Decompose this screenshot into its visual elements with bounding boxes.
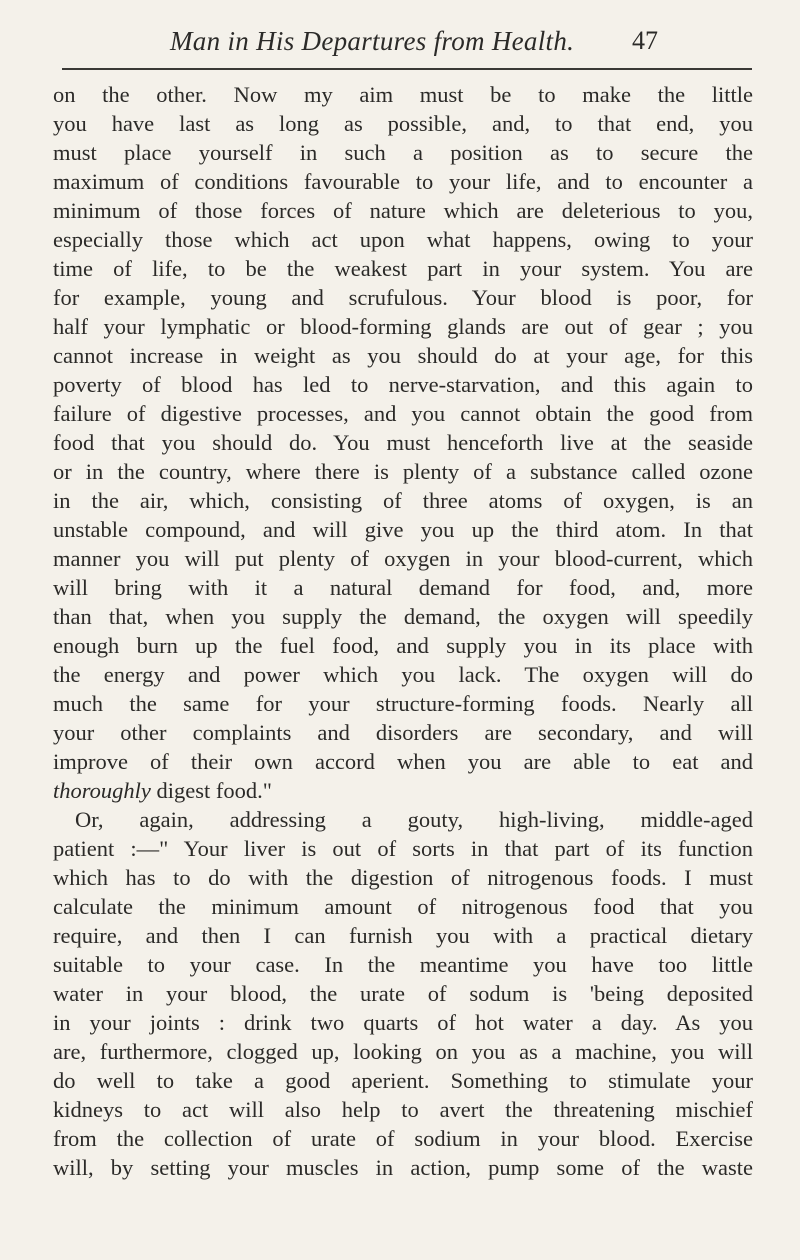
- text-line: unstable compound, and will give you up the third atom. In that: [53, 517, 753, 542]
- text-line: the energy and power which you lack. The oxygen will do: [53, 662, 753, 687]
- text-line: or in the country, where there is plenty of a substance called ozone: [53, 459, 753, 484]
- text-line: especially those which act upon what happens, owing to your: [53, 227, 753, 252]
- running-head: [0, 22, 800, 62]
- text-line: water in your blood, the urate of sodum is 'being deposited: [53, 981, 753, 1006]
- text-line: you have last as long as possible, and, to that end, you: [53, 111, 753, 136]
- text-line: poverty of blood has led to nerve-starvation, and this again to: [53, 372, 753, 397]
- running-head-title: Man in His Departures from Health.: [170, 26, 575, 56]
- text-line: in your joints : drink two quarts of hot water a day. As you: [53, 1010, 753, 1035]
- text-line: manner you will put plenty of oxygen in your blood-current, which: [53, 546, 753, 571]
- text-line: patient :—" Your liver is out of sorts in that part of its function: [53, 836, 753, 861]
- page-number: 47: [632, 26, 658, 55]
- text-line: improve of their own accord when you are able to eat and: [53, 749, 753, 774]
- text-line: your other complaints and disorders are secondary, and will: [53, 720, 753, 745]
- text-line: half your lymphatic or blood-forming glands are out of gear ; you: [53, 314, 753, 339]
- text-line: for example, young and scrufulous. Your blood is poor, for: [53, 285, 753, 310]
- text-line: in the air, which, consisting of three atoms of oxygen, is an: [53, 488, 753, 513]
- text-line: failure of digestive processes, and you cannot obtain the good from: [53, 401, 753, 426]
- text-line: must place yourself in such a position as to secure the: [53, 140, 753, 165]
- italic-word: thoroughly: [53, 778, 151, 803]
- text-line: much the same for your structure-forming foods. Nearly all: [53, 691, 753, 716]
- text-line: from the collection of urate of sodium in your blood. Exercise: [53, 1126, 753, 1151]
- text-line: will, by setting your muscles in action, pump some of the waste: [53, 1155, 753, 1180]
- text-line: calculate the minimum amount of nitrogenous food that you: [53, 894, 753, 919]
- text-line: Or, again, addressing a gouty, high-living, middle-aged: [75, 807, 753, 832]
- text-line: are, furthermore, clogged up, looking on you as a machine, you will: [53, 1039, 753, 1064]
- body-text: [53, 80, 753, 1182]
- text-line: require, and then I can furnish you with a practical dietary: [53, 923, 753, 948]
- text-line: than that, when you supply the demand, the oxygen will speedily: [53, 604, 753, 629]
- text-line: on the other. Now my aim must be to make the little: [53, 82, 753, 107]
- header-rule: [62, 68, 752, 70]
- text-line: will bring with it a natural demand for food, and, more: [53, 575, 753, 600]
- text-line: kidneys to act will also help to avert the threatening mischief: [53, 1097, 753, 1122]
- text-line: food that you should do. You must henceforth live at the seaside: [53, 430, 753, 455]
- text-line: which has to do with the digestion of nitrogenous foods. I must: [53, 865, 753, 890]
- paragraph-end-text: digest food.": [150, 778, 272, 803]
- text-line: maximum of conditions favourable to your life, and to encounter a: [53, 169, 753, 194]
- text-line: cannot increase in weight as you should do at your age, for this: [53, 343, 753, 368]
- text-line: do well to take a good aperient. Something to stimulate your: [53, 1068, 753, 1093]
- paragraph-end-line: [53, 776, 753, 805]
- text-line: enough burn up the fuel food, and supply you in its place with: [53, 633, 753, 658]
- text-line: minimum of those forces of nature which are deleterious to you,: [53, 198, 753, 223]
- text-line: suitable to your case. In the meantime you have too little: [53, 952, 753, 977]
- text-line: time of life, to be the weakest part in your system. You are: [53, 256, 753, 281]
